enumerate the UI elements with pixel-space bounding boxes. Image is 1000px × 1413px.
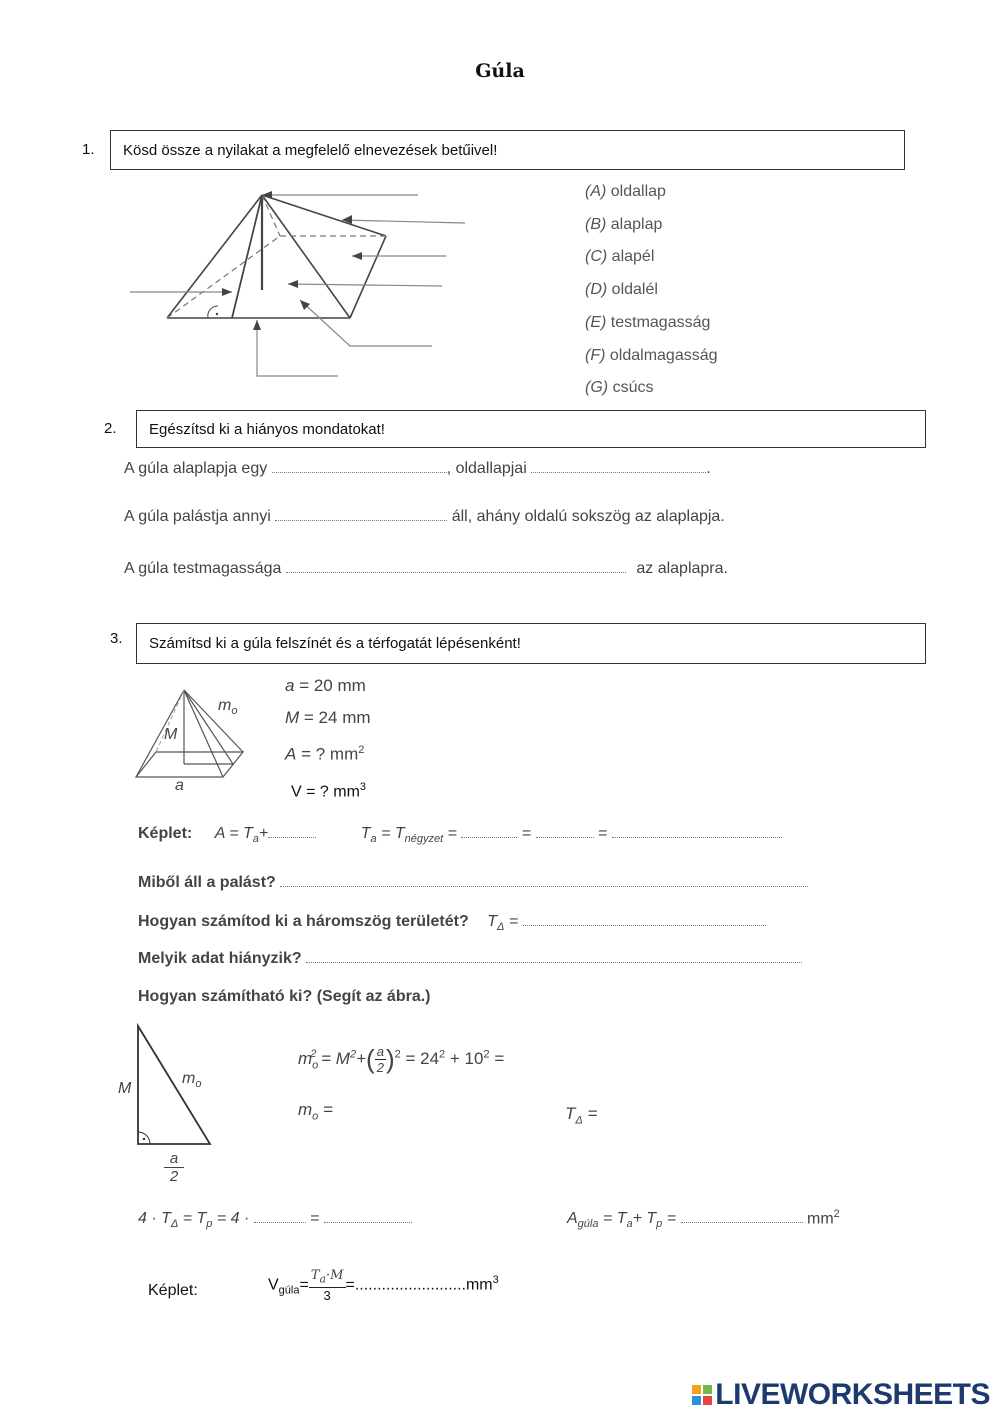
label-item-c: (C) alapél <box>585 248 655 266</box>
pointer-base-area <box>300 300 432 346</box>
given-M: M = 24 mm <box>285 708 371 727</box>
task2-sentence-3: A gúla testmagassága az alaplapra. <box>124 560 728 577</box>
blank-lateral-2[interactable] <box>324 1208 412 1223</box>
task2-instruction-box <box>136 410 926 448</box>
figure-label-M: M <box>164 726 178 743</box>
blank-lateral-count[interactable] <box>275 506 447 521</box>
task3-number: 3. <box>110 630 123 647</box>
question-palast: Miből áll a palást? <box>138 872 808 892</box>
task3-instruction-box <box>136 623 926 664</box>
task2-sentence-2: A gúla palástja annyi áll, ahány oldalú sokszög az alaplapja. <box>124 508 725 525</box>
pyramid-edge-right <box>262 195 350 318</box>
blank-height-relation[interactable] <box>286 558 626 573</box>
given-V: V = ? $mm^3$ <box>291 780 367 800</box>
question-triangle-area: Hogyan számítod ki a háromszög területét? $T_\Delta$ = <box>138 911 766 933</box>
equation-triangle-area: $T_\Delta$ = <box>565 1104 598 1127</box>
right-angle-mark <box>208 306 218 318</box>
blank-q1[interactable] <box>280 872 808 887</box>
blank-q3[interactable] <box>306 948 802 963</box>
liveworksheets-logo: LIVEWORKSHEETS <box>692 1378 990 1412</box>
label-item-e: (E) testmagasság <box>585 313 711 331</box>
label-item-f: (F) oldalmagasság <box>585 346 718 364</box>
logo-icon <box>692 1385 712 1405</box>
triangle-label-a-half: a 2 <box>164 1150 184 1185</box>
given-A: A = ? $mm^2$ <box>285 744 365 764</box>
blank-q2[interactable] <box>523 911 766 926</box>
blank-lateral-1[interactable] <box>254 1208 306 1223</box>
task1-instruction-box <box>110 130 905 170</box>
figure-label-mo: $m_o$ <box>218 697 238 718</box>
arrow-base <box>288 280 298 288</box>
blank-side-faces[interactable] <box>531 458 706 473</box>
task2-sentence-1: A gúla alaplapja egy , oldallapjai . <box>124 460 711 477</box>
blank-base-shape[interactable] <box>272 458 447 473</box>
blank-Ta-3[interactable] <box>612 823 782 838</box>
task2-number: 2. <box>104 420 117 437</box>
question-missing-data: Melyik adat hiányzik? <box>138 948 802 968</box>
task1-number: 1. <box>82 141 95 158</box>
equation-mo: $m_o$ = <box>298 1100 333 1123</box>
arrow-base-edge <box>253 320 261 330</box>
pointer-base-edge <box>257 320 338 376</box>
formula-surface-line: Képlet: $A = T_a+ T_a = T_{négyzet}$ = = = <box>138 823 782 845</box>
triangle-label-M: M <box>118 1080 132 1097</box>
label-item-d: (D) oldalél <box>585 281 658 299</box>
label-item-b: (B) alaplap <box>585 215 663 233</box>
task1-instruction: Kösd össze a nyilakat a megfelelő elnevezések betűivel! <box>123 141 498 159</box>
volume-keplet-label: Képlet: <box>148 1282 198 1299</box>
label-item-a: (A) oldallap <box>585 183 666 200</box>
arrow-right-edge <box>352 252 362 260</box>
volume-formula: $V_{gúla}=$ $\frac{T_a\cdot M}{3}$ $=.........................mm^3$ <box>268 1268 499 1303</box>
blank-Ta-2[interactable] <box>536 823 594 838</box>
pointer-face <box>342 220 465 223</box>
task1-label-list <box>585 176 718 405</box>
surface-total-line: $A_{gúla} = T_a+ T_p = mm^2$ <box>567 1208 840 1231</box>
given-a: a = 20 mm <box>285 676 366 695</box>
task3-instruction: Számítsd ki a gúla felszínét és a térfogatát lépésenként! <box>149 635 521 652</box>
triangle-label-mo: $m_o$ <box>182 1070 202 1091</box>
right-triangle-figure <box>130 1020 220 1150</box>
pyramid-diagram <box>120 178 480 400</box>
volume-answer-blank[interactable]: =.........................mm <box>345 1276 493 1294</box>
blank-surface-total[interactable] <box>681 1208 803 1223</box>
arrow-slant <box>222 288 232 296</box>
question-how: Hogyan számítható ki? (Segít az ábra.) <box>138 988 431 1005</box>
blank-Ta-1[interactable] <box>461 823 517 838</box>
page-title: Gúla <box>475 60 525 82</box>
blank-formula-A[interactable] <box>268 823 316 838</box>
right-angle-dot <box>216 313 218 315</box>
pyramid-base-right <box>350 236 386 318</box>
given-values <box>285 670 371 808</box>
figure-label-a: a <box>175 777 184 794</box>
equation-mo-squared: $m_o^2 = M^2+$( $\frac{a}{2}$ )$^2 = 24^2 + 10^2$ = <box>298 1044 505 1075</box>
task2-instruction: Egészítsd ki a hiányos mondatokat! <box>149 420 385 438</box>
pyramid-edge-back <box>262 195 386 236</box>
label-item-g: (G) csúcs <box>585 379 654 397</box>
square-pyramid-figure <box>128 682 278 797</box>
lateral-area-line: $4 \cdot T_\Delta = T_p = 4$ · = <box>138 1208 412 1230</box>
